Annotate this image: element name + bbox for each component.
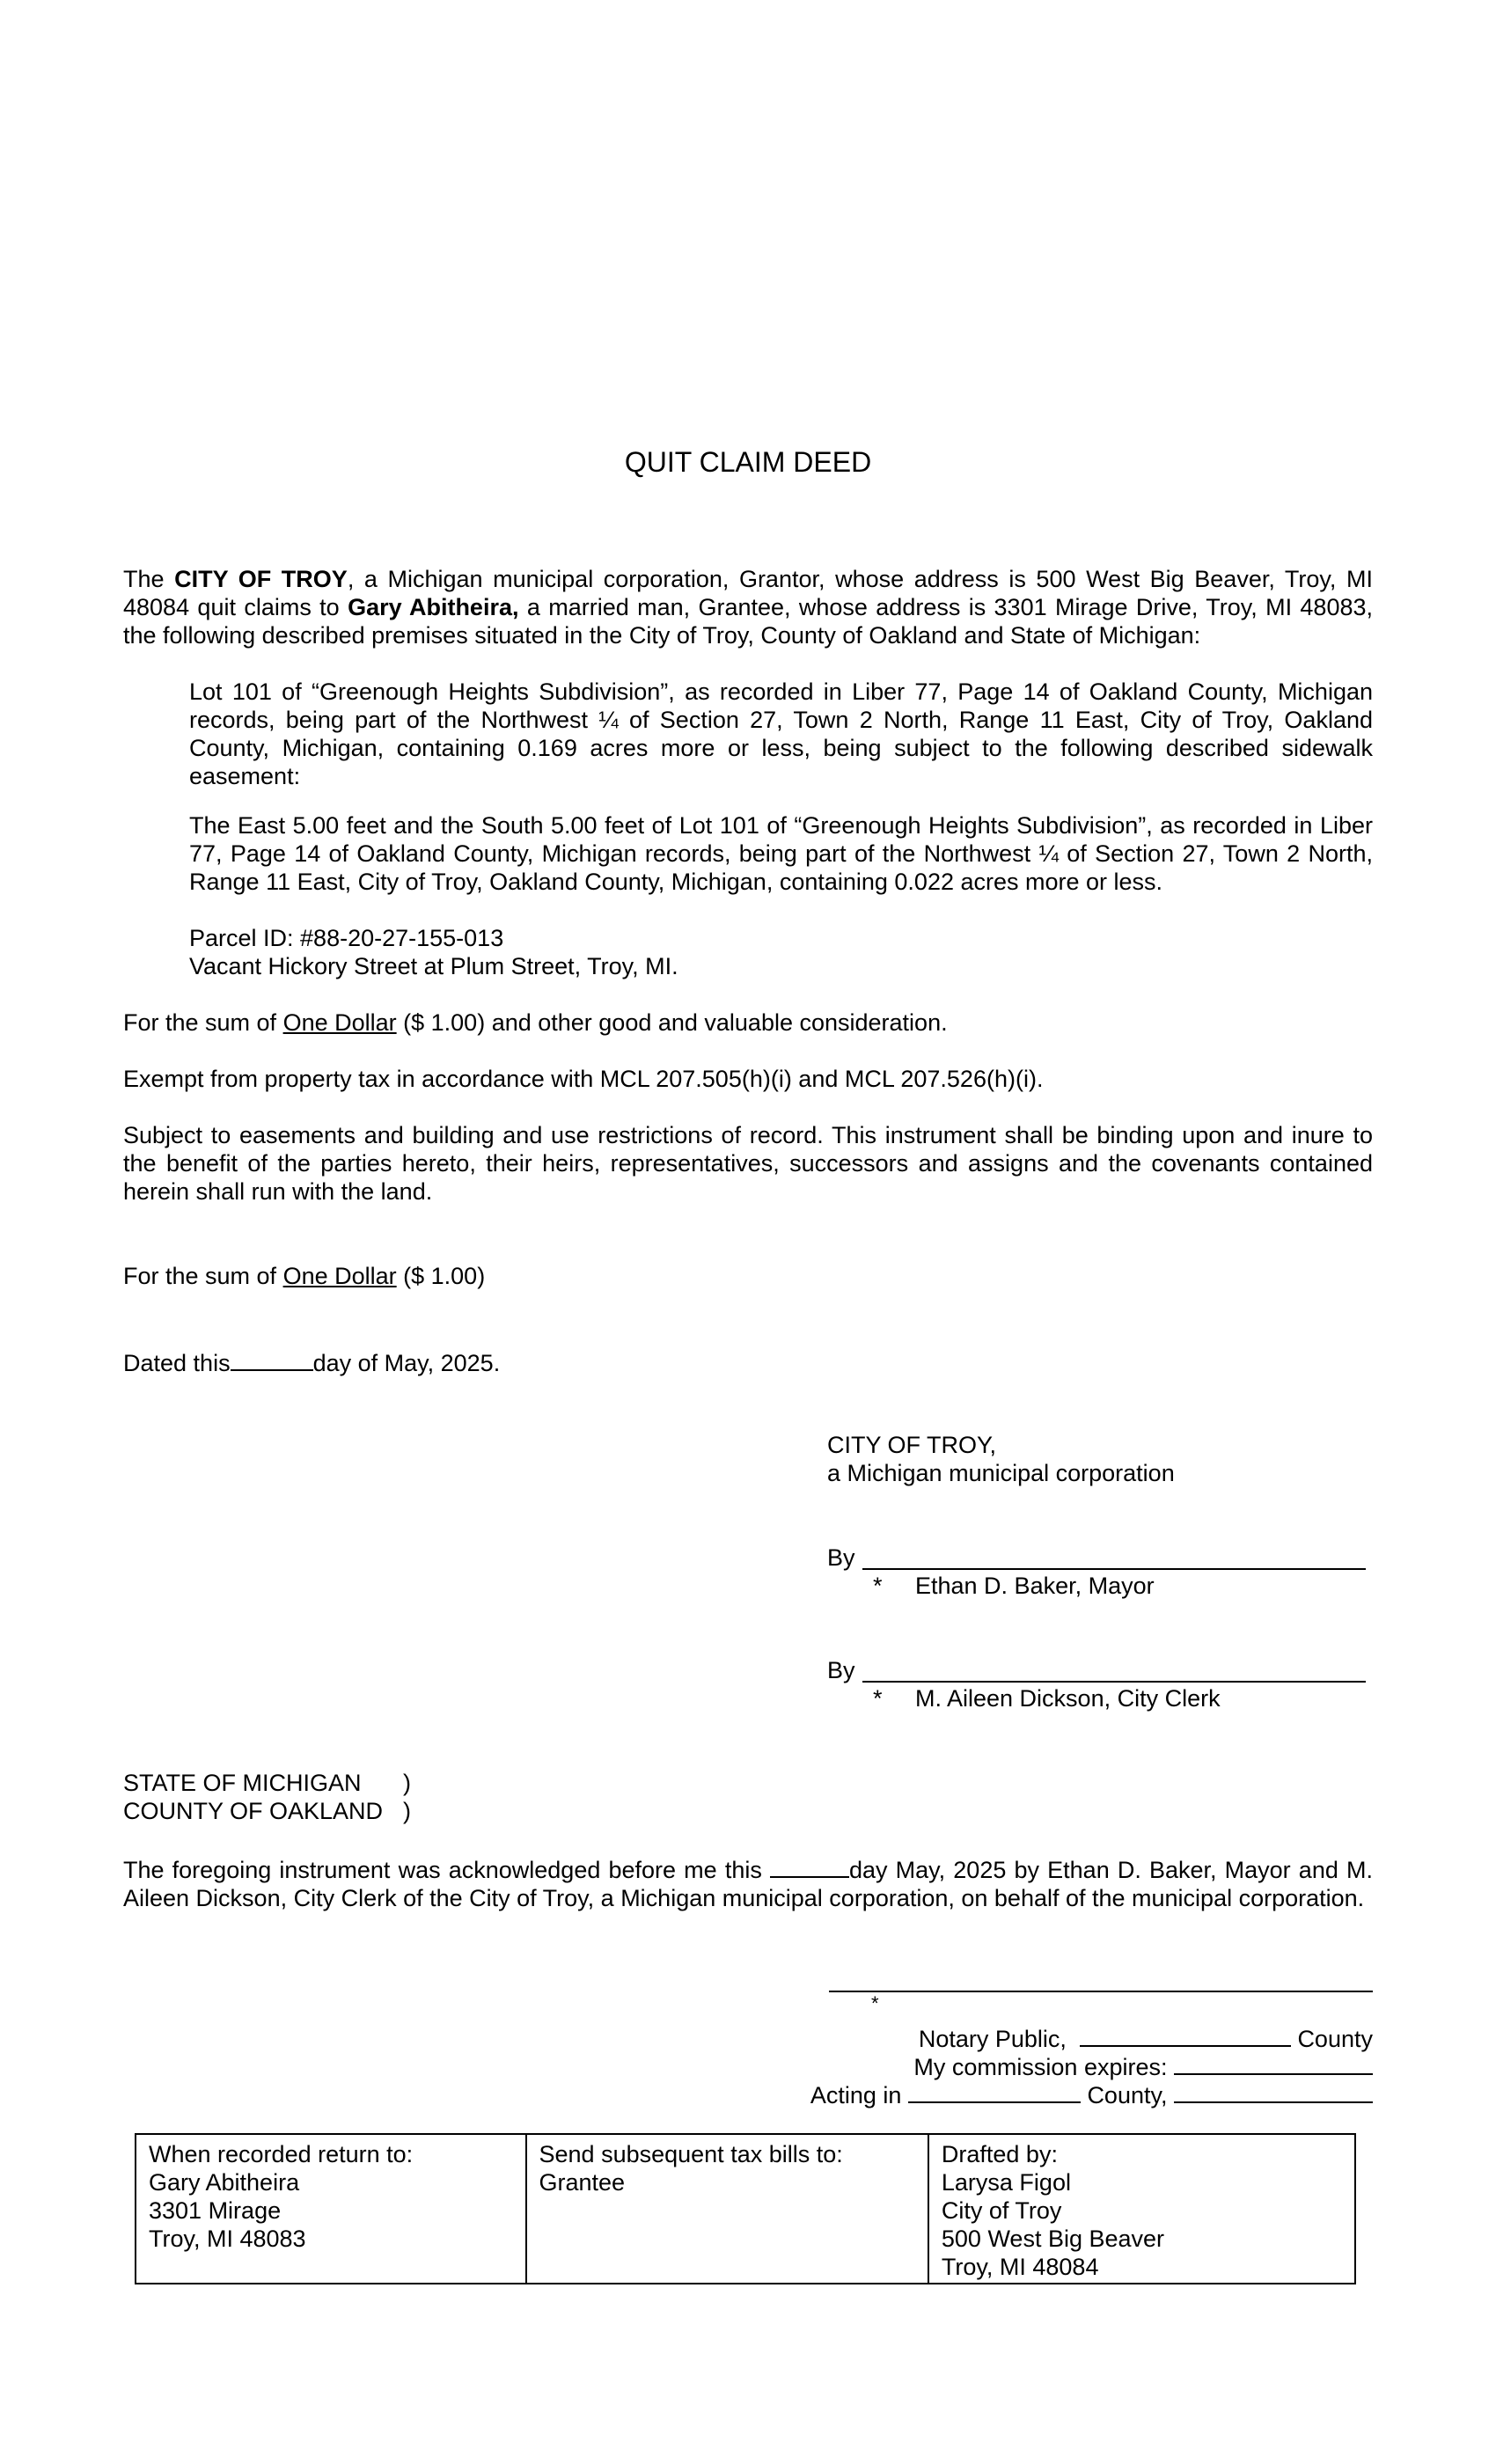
notary-asterisk: *	[871, 1992, 879, 2014]
notary-county-blank	[1080, 2022, 1291, 2047]
signature-line-mayor	[862, 1568, 1366, 1570]
signature-line-clerk	[862, 1681, 1366, 1683]
ack-day-blank	[770, 1853, 849, 1878]
venue-county: COUNTY OF OAKLAND	[123, 1798, 384, 1824]
notary-signature-line	[829, 1991, 1373, 1992]
asterisk-mark-1: *	[873, 1573, 883, 1599]
consideration-clause-2: For the sum of One Dollar ($ 1.00)	[123, 1263, 486, 1289]
grantor-name: CITY OF TROY	[174, 566, 348, 592]
acting-in-line: Acting in County,	[810, 2079, 1373, 2109]
restrictions-clause: Subject to easements and building and use restrictions of record. This instrument shall be binding upon and inure to the benefit of the parties hereto, their heirs, representatives, successors and assigns and the covenants contained herein shall run with the land.	[123, 1122, 1373, 1205]
tax-bills-cell: Send subsequent tax bills to: Grantee	[526, 2134, 928, 2284]
signer-clerk: M. Aileen Dickson, City Clerk	[915, 1685, 1221, 1712]
by-label-2: By	[827, 1657, 855, 1683]
consideration-clause: For the sum of One Dollar ($ 1.00) and other good and valuable consideration.	[123, 1009, 948, 1036]
consideration-amount: One Dollar	[282, 1009, 397, 1036]
dated-line: Dated this day of May, 2025.	[123, 1346, 1373, 1377]
signer-mayor: Ethan D. Baker, Mayor	[915, 1573, 1155, 1599]
venue-paren-2: )	[403, 1798, 411, 1824]
consideration-amount-2: One Dollar	[282, 1263, 397, 1289]
by-label-1: By	[827, 1544, 855, 1571]
venue-paren-1: )	[403, 1770, 411, 1796]
notary-public-line: Notary Public, County	[919, 2022, 1373, 2053]
commission-blank	[1174, 2050, 1373, 2075]
commission-line: My commission expires:	[913, 2050, 1373, 2081]
acting-in-blank	[908, 2079, 1081, 2103]
parcel-id: Parcel ID: #88-20-27-155-013	[189, 925, 504, 951]
parcel-location: Vacant Hickory Street at Plum Street, Troy, MI.	[189, 953, 678, 979]
acting-county-blank	[1174, 2079, 1373, 2103]
drafted-by-cell: Drafted by: Larysa Figol City of Troy 500 West Big Beaver Troy, MI 48084	[928, 2134, 1355, 2284]
asterisk-mark-2: *	[873, 1685, 883, 1712]
acknowledgment-paragraph: The foregoing instrument was acknowledged before me this day May, 2025 by Ethan D. Baker, Mayor and M. Aileen Dickson, City Clerk of the City of Troy, a Michigan municipal corporation, on behalf of the municipal corporation.	[123, 1853, 1373, 1912]
signature-entity-desc: a Michigan municipal corporation	[827, 1460, 1175, 1486]
easement-description: The East 5.00 feet and the South 5.00 feet of Lot 101 of “Greenough Heights Subdivision”, as recorded in Liber 77, Page 14 of Oakland County, Michigan records, being part of the Northwest ¼ of Section 27, Town 2 North, Range 11 East, City of Troy, Oakland County, Michigan, containing 0.022 acres more or less.	[189, 812, 1373, 895]
return-to-cell: When recorded return to: Gary Abitheira 3301 Mirage Troy, MI 48083	[136, 2134, 526, 2284]
grantee-name: Gary Abitheira,	[348, 594, 519, 620]
venue-state: STATE OF MICHIGAN	[123, 1770, 362, 1796]
tax-exemption: Exempt from property tax in accordance with MCL 207.505(h)(i) and MCL 207.526(h)(i).	[123, 1066, 1044, 1092]
recording-info-table	[135, 2133, 1356, 2284]
signature-entity: CITY OF TROY,	[827, 1432, 997, 1458]
intro-paragraph: The CITY OF TROY, a Michigan municipal corporation, Grantor, whose address is 500 West Big Beaver, Troy, MI 48084 quit claims to Gary Abitheira, a married man, Grantee, whose address is 3301 Mirage Drive, Troy, MI 48083, the following described premises situated in the City of Troy, County of Oakland and State of Michigan:	[123, 566, 1374, 649]
document-title: QUIT CLAIM DEED	[624, 446, 872, 478]
day-blank	[231, 1346, 313, 1371]
legal-description: Lot 101 of “Greenough Heights Subdivision”, as recorded in Liber 77, Page 14 of Oakland County, Michigan records, being part of the Northwest ¼ of Section 27, Town 2 North, Range 11 East, City of Troy, Oakland County, Michigan, containing 0.169 acres more or less, being subject to the following described sidewalk easement:	[189, 678, 1373, 789]
